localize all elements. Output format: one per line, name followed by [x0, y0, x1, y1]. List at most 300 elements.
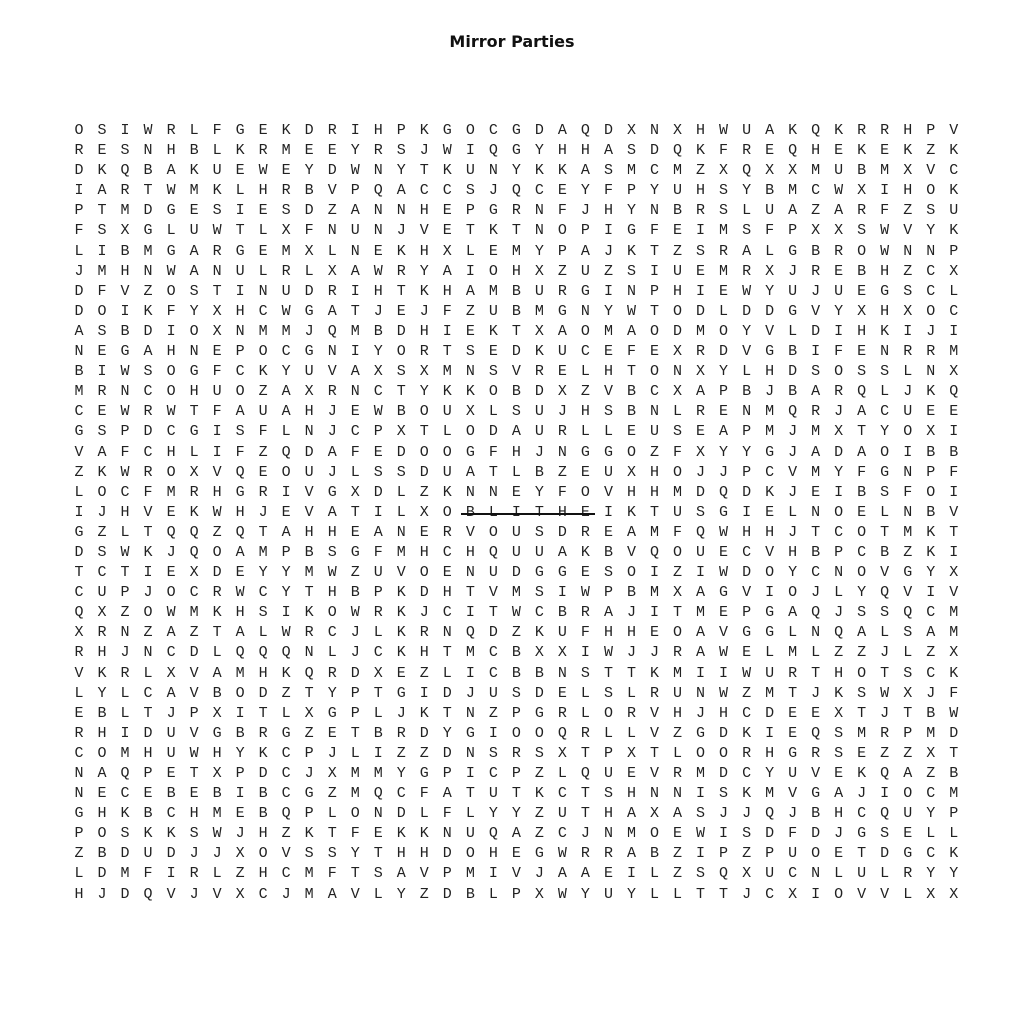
grid-letter[interactable]: E: [166, 564, 176, 582]
grid-letter[interactable]: G: [419, 765, 429, 782]
grid-letter[interactable]: T: [350, 302, 360, 320]
grid-letter[interactable]: U: [304, 463, 314, 481]
grid-letter[interactable]: J: [880, 704, 890, 722]
grid-letter[interactable]: U: [442, 403, 452, 421]
grid-letter[interactable]: L: [212, 142, 222, 160]
grid-letter[interactable]: Z: [903, 744, 913, 762]
grid-letter[interactable]: Q: [557, 724, 567, 742]
grid-letter[interactable]: Q: [304, 664, 314, 682]
grid-letter[interactable]: E: [97, 403, 107, 421]
grid-letter[interactable]: G: [742, 624, 752, 642]
grid-letter[interactable]: Q: [673, 142, 683, 160]
grid-letter[interactable]: H: [235, 302, 245, 320]
grid-letter[interactable]: Y: [396, 885, 406, 903]
grid-letter[interactable]: J: [834, 403, 844, 421]
grid-letter[interactable]: C: [442, 182, 452, 200]
grid-letter[interactable]: G: [857, 825, 867, 843]
grid-letter[interactable]: H: [465, 543, 475, 561]
grid-letter[interactable]: T: [442, 644, 452, 662]
grid-letter[interactable]: A: [97, 443, 107, 461]
grid-letter[interactable]: U: [258, 403, 268, 421]
grid-letter[interactable]: I: [465, 142, 475, 160]
grid-letter[interactable]: S: [258, 604, 268, 622]
grid-letter[interactable]: M: [765, 785, 775, 803]
grid-letter[interactable]: T: [488, 604, 498, 622]
grid-letter[interactable]: X: [304, 242, 314, 260]
grid-letter[interactable]: O: [603, 704, 613, 722]
grid-letter[interactable]: S: [534, 523, 544, 541]
grid-letter[interactable]: Y: [765, 282, 775, 300]
grid-letter[interactable]: D: [880, 845, 890, 863]
grid-letter[interactable]: P: [557, 242, 567, 260]
grid-letter[interactable]: Y: [742, 182, 752, 200]
grid-letter[interactable]: B: [557, 604, 567, 622]
grid-letter[interactable]: A: [511, 423, 521, 441]
grid-letter[interactable]: T: [857, 845, 867, 863]
grid-letter[interactable]: Y: [235, 744, 245, 762]
grid-letter[interactable]: K: [396, 604, 406, 622]
grid-letter[interactable]: S: [603, 403, 613, 421]
grid-letter[interactable]: W: [719, 644, 729, 662]
grid-letter[interactable]: H: [304, 523, 314, 541]
grid-letter[interactable]: S: [857, 684, 867, 702]
grid-letter[interactable]: W: [719, 564, 729, 582]
grid-letter[interactable]: L: [673, 403, 683, 421]
grid-letter[interactable]: R: [97, 383, 107, 401]
grid-letter[interactable]: G: [465, 724, 475, 742]
grid-letter[interactable]: F: [442, 302, 452, 320]
grid-letter[interactable]: D: [143, 423, 153, 441]
grid-letter[interactable]: O: [74, 122, 84, 139]
grid-letter[interactable]: H: [419, 644, 429, 662]
grid-letter[interactable]: A: [327, 885, 337, 903]
grid-letter[interactable]: N: [649, 122, 659, 139]
grid-letter[interactable]: V: [281, 845, 291, 863]
grid-letter[interactable]: B: [74, 363, 84, 381]
grid-letter[interactable]: Y: [880, 423, 890, 441]
grid-letter[interactable]: P: [74, 825, 84, 843]
grid-letter[interactable]: W: [880, 684, 890, 702]
grid-letter[interactable]: Y: [350, 142, 360, 160]
grid-letter[interactable]: U: [696, 543, 706, 561]
grid-letter[interactable]: L: [74, 483, 84, 501]
grid-letter[interactable]: M: [811, 162, 821, 180]
grid-letter[interactable]: P: [235, 765, 245, 782]
grid-letter[interactable]: K: [949, 142, 959, 160]
grid-letter[interactable]: N: [465, 483, 475, 501]
grid-letter[interactable]: B: [189, 142, 199, 160]
grid-letter[interactable]: E: [74, 704, 84, 722]
grid-letter[interactable]: Y: [442, 724, 452, 742]
grid-letter[interactable]: F: [97, 282, 107, 300]
grid-letter[interactable]: A: [696, 383, 706, 401]
grid-letter[interactable]: C: [949, 162, 959, 180]
grid-letter[interactable]: I: [281, 604, 291, 622]
grid-letter[interactable]: H: [857, 322, 867, 340]
grid-letter[interactable]: V: [880, 885, 890, 903]
grid-letter[interactable]: O: [626, 443, 636, 461]
grid-letter[interactable]: Y: [419, 383, 429, 401]
grid-letter[interactable]: P: [580, 222, 590, 240]
grid-letter[interactable]: L: [673, 885, 683, 903]
grid-letter[interactable]: P: [719, 383, 729, 401]
grid-letter[interactable]: F: [673, 443, 683, 461]
grid-letter[interactable]: S: [880, 483, 890, 501]
grid-letter[interactable]: T: [857, 704, 867, 722]
grid-letter[interactable]: T: [212, 624, 222, 642]
grid-letter[interactable]: I: [350, 343, 360, 361]
grid-letter[interactable]: N: [465, 564, 475, 582]
grid-letter[interactable]: K: [926, 523, 936, 541]
grid-letter[interactable]: A: [442, 785, 452, 803]
grid-letter[interactable]: Q: [511, 182, 521, 200]
grid-letter[interactable]: P: [511, 885, 521, 903]
grid-letter[interactable]: J: [834, 825, 844, 843]
grid-letter[interactable]: Z: [834, 644, 844, 662]
grid-letter[interactable]: Z: [327, 202, 337, 220]
grid-letter[interactable]: C: [327, 624, 337, 642]
grid-letter[interactable]: W: [166, 604, 176, 622]
grid-letter[interactable]: N: [926, 363, 936, 381]
grid-letter[interactable]: U: [235, 262, 245, 280]
grid-letter[interactable]: C: [811, 564, 821, 582]
grid-letter[interactable]: A: [811, 443, 821, 461]
grid-letter[interactable]: R: [788, 664, 798, 682]
grid-letter[interactable]: S: [488, 363, 498, 381]
grid-letter[interactable]: O: [903, 785, 913, 803]
grid-letter[interactable]: O: [811, 845, 821, 863]
grid-letter[interactable]: A: [373, 523, 383, 541]
grid-letter[interactable]: V: [926, 162, 936, 180]
grid-letter[interactable]: V: [511, 865, 521, 883]
grid-letter[interactable]: M: [258, 543, 268, 561]
grid-letter[interactable]: H: [189, 805, 199, 823]
grid-letter[interactable]: D: [442, 744, 452, 762]
grid-letter[interactable]: W: [189, 744, 199, 762]
grid-letter[interactable]: E: [396, 664, 406, 682]
grid-letter[interactable]: M: [788, 182, 798, 200]
grid-letter[interactable]: U: [534, 543, 544, 561]
grid-letter[interactable]: L: [350, 744, 360, 762]
grid-letter[interactable]: S: [212, 202, 222, 220]
grid-letter[interactable]: V: [304, 503, 314, 521]
grid-letter[interactable]: H: [511, 262, 521, 280]
grid-letter[interactable]: B: [626, 383, 636, 401]
grid-letter[interactable]: B: [258, 785, 268, 803]
grid-letter[interactable]: A: [626, 322, 636, 340]
grid-letter[interactable]: O: [857, 564, 867, 582]
grid-letter[interactable]: S: [857, 604, 867, 622]
grid-letter[interactable]: A: [166, 624, 176, 642]
grid-letter[interactable]: M: [511, 584, 521, 602]
grid-letter[interactable]: I: [696, 785, 706, 803]
grid-letter[interactable]: G: [488, 202, 498, 220]
grid-letter[interactable]: F: [673, 523, 683, 541]
grid-letter[interactable]: H: [880, 302, 890, 320]
grid-letter[interactable]: S: [903, 664, 913, 682]
grid-letter[interactable]: T: [419, 423, 429, 441]
grid-letter[interactable]: G: [511, 142, 521, 160]
grid-letter[interactable]: F: [350, 825, 360, 843]
grid-letter[interactable]: P: [235, 343, 245, 361]
grid-letter[interactable]: J: [742, 805, 752, 823]
grid-letter[interactable]: Z: [189, 624, 199, 642]
grid-letter[interactable]: E: [949, 403, 959, 421]
grid-letter[interactable]: T: [649, 302, 659, 320]
grid-letter[interactable]: R: [373, 142, 383, 160]
grid-letter[interactable]: T: [396, 383, 406, 401]
grid-letter[interactable]: T: [949, 523, 959, 541]
grid-letter[interactable]: O: [580, 483, 590, 501]
grid-letter[interactable]: N: [304, 644, 314, 662]
grid-letter[interactable]: H: [580, 403, 590, 421]
grid-letter[interactable]: M: [603, 322, 613, 340]
grid-letter[interactable]: Z: [811, 202, 821, 220]
grid-letter[interactable]: O: [926, 182, 936, 200]
grid-letter[interactable]: M: [74, 383, 84, 401]
grid-letter[interactable]: J: [719, 463, 729, 481]
grid-letter[interactable]: K: [903, 142, 913, 160]
grid-letter[interactable]: H: [120, 262, 130, 280]
grid-letter[interactable]: Q: [189, 543, 199, 561]
grid-letter[interactable]: X: [857, 302, 867, 320]
grid-letter[interactable]: N: [143, 142, 153, 160]
grid-letter[interactable]: M: [765, 684, 775, 702]
grid-letter[interactable]: W: [742, 282, 752, 300]
grid-letter[interactable]: M: [696, 765, 706, 782]
grid-letter[interactable]: Q: [949, 383, 959, 401]
grid-letter[interactable]: A: [857, 403, 867, 421]
grid-letter[interactable]: K: [626, 503, 636, 521]
grid-letter[interactable]: M: [189, 182, 199, 200]
grid-letter[interactable]: P: [304, 805, 314, 823]
grid-letter[interactable]: K: [396, 242, 406, 260]
grid-letter[interactable]: B: [626, 403, 636, 421]
grid-letter[interactable]: N: [465, 363, 475, 381]
grid-letter[interactable]: O: [166, 383, 176, 401]
grid-letter[interactable]: H: [834, 805, 844, 823]
grid-letter[interactable]: R: [742, 744, 752, 762]
grid-letter[interactable]: X: [557, 644, 567, 662]
grid-letter[interactable]: N: [350, 383, 360, 401]
grid-letter[interactable]: P: [765, 845, 775, 863]
grid-letter[interactable]: H: [419, 242, 429, 260]
grid-letter[interactable]: Y: [534, 242, 544, 260]
grid-letter[interactable]: L: [189, 122, 199, 139]
grid-letter[interactable]: D: [166, 845, 176, 863]
grid-letter[interactable]: S: [603, 564, 613, 582]
grid-letter[interactable]: I: [903, 443, 913, 461]
grid-letter[interactable]: N: [903, 242, 913, 260]
grid-letter[interactable]: J: [788, 443, 798, 461]
grid-letter[interactable]: R: [419, 624, 429, 642]
grid-letter[interactable]: Y: [419, 262, 429, 280]
grid-letter[interactable]: J: [166, 543, 176, 561]
grid-letter[interactable]: U: [673, 262, 683, 280]
grid-letter[interactable]: S: [696, 503, 706, 521]
grid-letter[interactable]: W: [258, 162, 268, 180]
grid-letter[interactable]: F: [719, 142, 729, 160]
grid-letter[interactable]: O: [557, 222, 567, 240]
grid-letter[interactable]: V: [419, 865, 429, 883]
grid-letter[interactable]: M: [626, 162, 636, 180]
grid-letter[interactable]: E: [673, 825, 683, 843]
grid-letter[interactable]: Q: [834, 624, 844, 642]
grid-letter[interactable]: A: [235, 624, 245, 642]
grid-letter[interactable]: M: [949, 624, 959, 642]
grid-letter[interactable]: C: [926, 664, 936, 682]
grid-letter[interactable]: C: [580, 343, 590, 361]
grid-letter[interactable]: H: [442, 282, 452, 300]
grid-letter[interactable]: L: [373, 885, 383, 903]
grid-letter[interactable]: C: [926, 785, 936, 803]
grid-letter[interactable]: S: [580, 664, 590, 682]
grid-letter[interactable]: V: [649, 724, 659, 742]
grid-letter[interactable]: A: [557, 865, 567, 883]
grid-letter[interactable]: M: [719, 262, 729, 280]
grid-letter[interactable]: E: [350, 403, 360, 421]
grid-letter[interactable]: Z: [926, 765, 936, 782]
grid-letter[interactable]: F: [442, 805, 452, 823]
grid-letter[interactable]: M: [281, 242, 291, 260]
grid-letter[interactable]: S: [626, 262, 636, 280]
grid-letter[interactable]: G: [788, 302, 798, 320]
grid-letter[interactable]: K: [304, 825, 314, 843]
grid-letter[interactable]: X: [673, 383, 683, 401]
grid-letter[interactable]: V: [327, 182, 337, 200]
grid-letter[interactable]: R: [603, 845, 613, 863]
grid-letter[interactable]: N: [557, 664, 567, 682]
grid-letter[interactable]: M: [949, 785, 959, 803]
grid-letter[interactable]: D: [696, 483, 706, 501]
grid-letter[interactable]: J: [557, 403, 567, 421]
grid-letter[interactable]: Z: [281, 825, 291, 843]
grid-letter[interactable]: L: [788, 624, 798, 642]
grid-letter[interactable]: G: [143, 222, 153, 240]
grid-letter[interactable]: T: [949, 744, 959, 762]
grid-letter[interactable]: S: [189, 825, 199, 843]
grid-letter[interactable]: F: [350, 443, 360, 461]
grid-letter[interactable]: T: [857, 423, 867, 441]
grid-letter[interactable]: E: [926, 403, 936, 421]
grid-letter[interactable]: K: [189, 162, 199, 180]
grid-letter[interactable]: L: [120, 704, 130, 722]
grid-letter[interactable]: L: [742, 363, 752, 381]
grid-letter[interactable]: Z: [649, 443, 659, 461]
grid-letter[interactable]: S: [488, 744, 498, 762]
grid-letter[interactable]: N: [396, 523, 406, 541]
grid-letter[interactable]: S: [534, 744, 544, 762]
grid-letter[interactable]: K: [534, 785, 544, 803]
grid-letter[interactable]: U: [949, 202, 959, 220]
grid-letter[interactable]: A: [97, 182, 107, 200]
grid-letter[interactable]: K: [120, 805, 130, 823]
grid-letter[interactable]: N: [373, 202, 383, 220]
grid-letter[interactable]: G: [603, 443, 613, 461]
grid-letter[interactable]: Y: [511, 162, 521, 180]
grid-letter[interactable]: O: [258, 343, 268, 361]
grid-letter[interactable]: U: [765, 664, 775, 682]
grid-letter[interactable]: J: [580, 202, 590, 220]
grid-letter[interactable]: H: [811, 142, 821, 160]
grid-letter[interactable]: R: [673, 765, 683, 782]
grid-letter[interactable]: X: [419, 363, 429, 381]
grid-letter[interactable]: F: [235, 443, 245, 461]
grid-letter[interactable]: O: [97, 483, 107, 501]
grid-letter[interactable]: S: [696, 865, 706, 883]
grid-letter[interactable]: C: [74, 403, 84, 421]
grid-letter[interactable]: H: [235, 503, 245, 521]
grid-letter[interactable]: R: [258, 142, 268, 160]
grid-letter[interactable]: F: [557, 202, 567, 220]
grid-letter[interactable]: M: [696, 322, 706, 340]
grid-letter[interactable]: X: [166, 664, 176, 682]
grid-letter[interactable]: X: [926, 885, 936, 903]
grid-letter[interactable]: B: [811, 805, 821, 823]
grid-letter[interactable]: A: [557, 122, 567, 139]
grid-letter[interactable]: V: [903, 222, 913, 240]
grid-letter[interactable]: J: [143, 584, 153, 602]
grid-letter[interactable]: J: [304, 322, 314, 340]
grid-letter[interactable]: B: [765, 182, 775, 200]
grid-letter[interactable]: O: [696, 744, 706, 762]
grid-letter[interactable]: H: [603, 363, 613, 381]
grid-letter[interactable]: J: [350, 644, 360, 662]
grid-letter[interactable]: J: [465, 684, 475, 702]
grid-letter[interactable]: I: [488, 724, 498, 742]
grid-letter[interactable]: J: [742, 885, 752, 903]
grid-letter[interactable]: T: [97, 202, 107, 220]
grid-letter[interactable]: I: [120, 724, 130, 742]
grid-letter[interactable]: O: [419, 403, 429, 421]
grid-letter[interactable]: O: [465, 845, 475, 863]
grid-letter[interactable]: X: [304, 704, 314, 722]
grid-letter[interactable]: B: [626, 584, 636, 602]
grid-letter[interactable]: B: [166, 785, 176, 803]
grid-letter[interactable]: I: [143, 564, 153, 582]
grid-letter[interactable]: J: [765, 383, 775, 401]
grid-letter[interactable]: E: [696, 262, 706, 280]
grid-letter[interactable]: T: [396, 282, 406, 300]
grid-letter[interactable]: G: [903, 845, 913, 863]
grid-letter[interactable]: B: [304, 543, 314, 561]
grid-letter[interactable]: K: [742, 785, 752, 803]
grid-letter[interactable]: R: [396, 724, 406, 742]
grid-letter[interactable]: H: [788, 543, 798, 561]
grid-letter[interactable]: D: [304, 122, 314, 139]
grid-letter[interactable]: F: [143, 865, 153, 883]
grid-letter[interactable]: W: [742, 664, 752, 682]
grid-letter[interactable]: P: [373, 584, 383, 602]
grid-letter[interactable]: D: [557, 523, 567, 541]
grid-letter[interactable]: K: [281, 664, 291, 682]
grid-letter[interactable]: F: [765, 222, 775, 240]
grid-letter[interactable]: V: [788, 463, 798, 481]
grid-letter[interactable]: E: [258, 122, 268, 139]
grid-letter[interactable]: A: [166, 684, 176, 702]
grid-letter[interactable]: A: [465, 463, 475, 481]
grid-letter[interactable]: M: [626, 825, 636, 843]
grid-letter[interactable]: G: [765, 604, 775, 622]
grid-letter[interactable]: B: [97, 704, 107, 722]
grid-letter[interactable]: A: [557, 543, 567, 561]
grid-letter[interactable]: Z: [673, 242, 683, 260]
grid-letter[interactable]: E: [465, 322, 475, 340]
grid-letter[interactable]: N: [442, 825, 452, 843]
grid-letter[interactable]: S: [281, 202, 291, 220]
grid-letter[interactable]: T: [373, 845, 383, 863]
grid-letter[interactable]: E: [258, 463, 268, 481]
